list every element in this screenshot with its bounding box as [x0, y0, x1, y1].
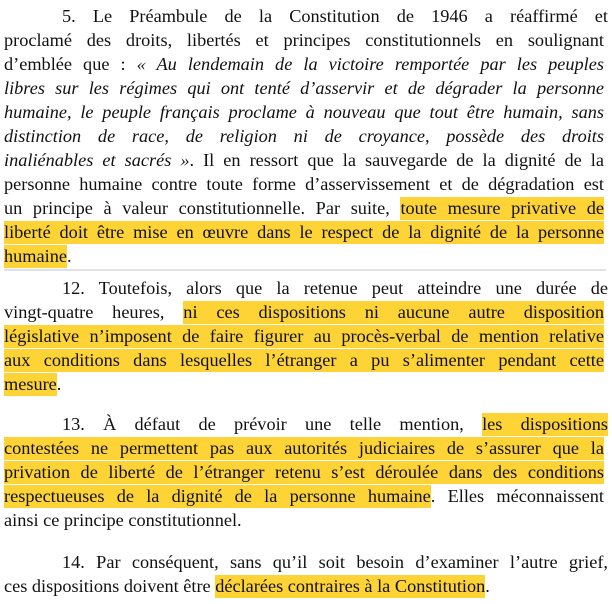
highlight-span: liberté doit être mise en œuvre dans le respect de la dignité de la personne [4, 222, 604, 242]
highlight-span: les dispositions [482, 414, 608, 434]
text-span: personne humaine contre toute forme d’asservissement et de dégradation est [4, 174, 604, 194]
text-line [4, 372, 604, 396]
text-span: . [66, 246, 72, 266]
text-span: . [56, 374, 62, 394]
quote-span: « Au lendemain de la victoire remportée par les peuples [136, 54, 604, 74]
text-span: ainsi ce principe constitutionnel. [4, 510, 242, 530]
highlight-span: ni ces dispositions ni aucune autre disposition [183, 302, 604, 322]
text-line [4, 52, 604, 76]
text-line [4, 124, 604, 148]
highlight-span: déclarées contraires à la Constitution [215, 576, 486, 596]
highlight-span: privation de liberté de l’étranger retenu s’est déroulée dans des conditions [4, 462, 604, 482]
text-line [4, 244, 604, 268]
text-line [4, 412, 608, 436]
text-span: . Il en ressort que la sauvegarde de la dignité de la [189, 150, 605, 170]
text-span: 14. Par conséquent, sans qu’il soit besoin d’examiner l’autre grief, [62, 552, 608, 572]
text-line [4, 148, 604, 172]
text-span: . [485, 576, 490, 596]
text-span: vingt-quatre heures, [4, 302, 184, 322]
text-span: un principe à valeur constitutionnelle. Par suite, [4, 198, 401, 218]
highlight-span: aux conditions dans lesquelles l’étranger a pu s’alimenter pendant cette [4, 350, 604, 370]
highlight-span: toute mesure privative de [400, 198, 604, 218]
text-line [4, 574, 604, 598]
text-span: 13. À défaut de prévoir une telle mention, [62, 414, 483, 434]
text-line [4, 436, 604, 460]
text-line [4, 172, 604, 196]
quote-span: humaine, le peuple français proclame à nouveau que tout être humain, sans [4, 102, 604, 122]
highlight-span: humaine [4, 246, 67, 266]
quote-span: distinction de race, de religion ni de croyance, possède des droits [4, 126, 604, 146]
section-divider [4, 269, 606, 271]
text-line [4, 300, 604, 324]
text-line [4, 324, 604, 348]
text-line [4, 76, 604, 100]
text-line [4, 196, 604, 220]
text-line [4, 276, 608, 300]
text-line [4, 4, 608, 28]
text-line [4, 348, 604, 372]
quote-span: inaliénables et sacrés » [4, 150, 190, 170]
highlight-span: contestées ne permettent pas aux autorités judiciaires de s’assurer que la [4, 438, 604, 458]
highlight-span: législative n’imposent de faire figurer au procès-verbal de mention relative [4, 326, 604, 346]
text-span: . Elles méconnaissent [430, 486, 605, 506]
text-span: proclamé des droits, libertés et principes constitutionnels en soulignant [4, 30, 604, 50]
text-line [4, 28, 604, 52]
quote-span: libres sur les régimes qui ont tenté d’asservir et de dégrader la personne [4, 78, 604, 98]
text-line [4, 550, 608, 574]
text-line [4, 220, 604, 244]
highlight-span: mesure [4, 374, 57, 394]
text-line [4, 508, 604, 532]
text-line [4, 460, 604, 484]
text-span: d’emblée que : [4, 54, 137, 74]
text-span: ces dispositions doivent être [4, 576, 216, 596]
text-line [4, 484, 604, 508]
text-span: 5. Le Préambule de la Constitution de 1946 a réaffirmé et [62, 6, 608, 26]
text-line [4, 100, 604, 124]
highlight-span: respectueuses de la dignité de la personne humaine [4, 486, 431, 506]
text-span: 12. Toutefois, alors que la retenue peut atteindre une durée de [62, 278, 608, 298]
